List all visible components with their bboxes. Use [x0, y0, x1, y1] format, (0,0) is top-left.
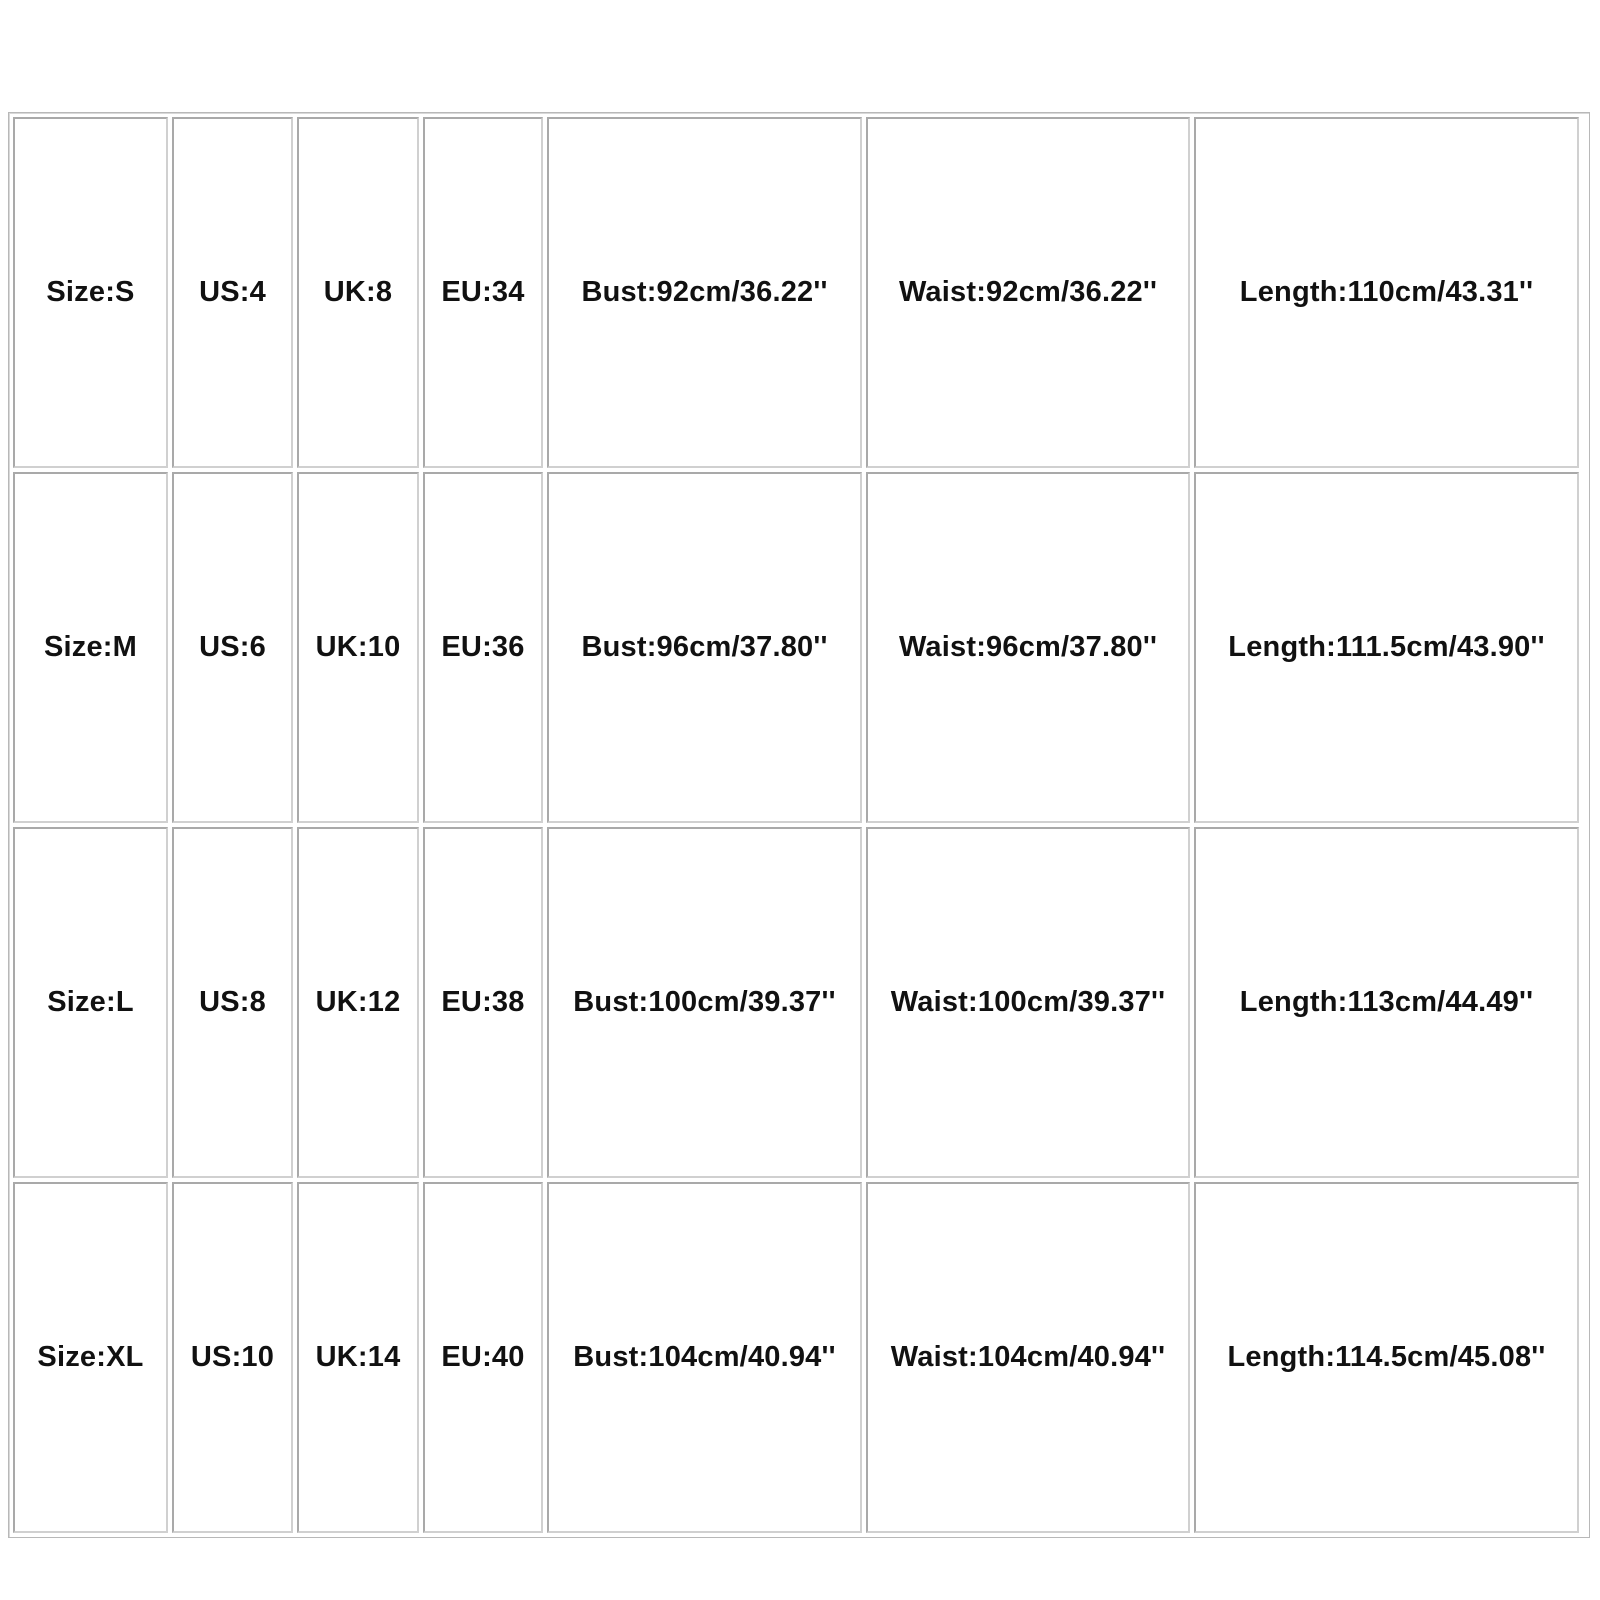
- eu-size-cell: EU:36: [423, 472, 543, 823]
- uk-size-cell: UK:14: [297, 1182, 419, 1533]
- size-cell: Size:M: [13, 472, 168, 823]
- uk-size-cell: UK:10: [297, 472, 419, 823]
- uk-size-cell: UK:8: [297, 117, 419, 468]
- size-cell: Size:L: [13, 827, 168, 1178]
- bust-cell: Bust:96cm/37.80'': [547, 472, 862, 823]
- us-size-cell: US:8: [172, 827, 293, 1178]
- eu-size-cell: EU:40: [423, 1182, 543, 1533]
- us-size-cell: US:6: [172, 472, 293, 823]
- bust-cell: Bust:92cm/36.22'': [547, 117, 862, 468]
- bust-cell: Bust:100cm/39.37'': [547, 827, 862, 1178]
- length-cell: Length:113cm/44.49'': [1194, 827, 1579, 1178]
- waist-cell: Waist:92cm/36.22'': [866, 117, 1190, 468]
- eu-size-cell: EU:34: [423, 117, 543, 468]
- us-size-cell: US:4: [172, 117, 293, 468]
- size-cell: Size:XL: [13, 1182, 168, 1533]
- waist-cell: Waist:104cm/40.94'': [866, 1182, 1190, 1533]
- length-cell: Length:110cm/43.31'': [1194, 117, 1579, 468]
- us-size-cell: US:10: [172, 1182, 293, 1533]
- waist-cell: Waist:100cm/39.37'': [866, 827, 1190, 1178]
- waist-cell: Waist:96cm/37.80'': [866, 472, 1190, 823]
- size-chart-table: [8, 112, 1590, 1538]
- size-cell: Size:S: [13, 117, 168, 468]
- uk-size-cell: UK:12: [297, 827, 419, 1178]
- bust-cell: Bust:104cm/40.94'': [547, 1182, 862, 1533]
- length-cell: Length:114.5cm/45.08'': [1194, 1182, 1579, 1533]
- length-cell: Length:111.5cm/43.90'': [1194, 472, 1579, 823]
- eu-size-cell: EU:38: [423, 827, 543, 1178]
